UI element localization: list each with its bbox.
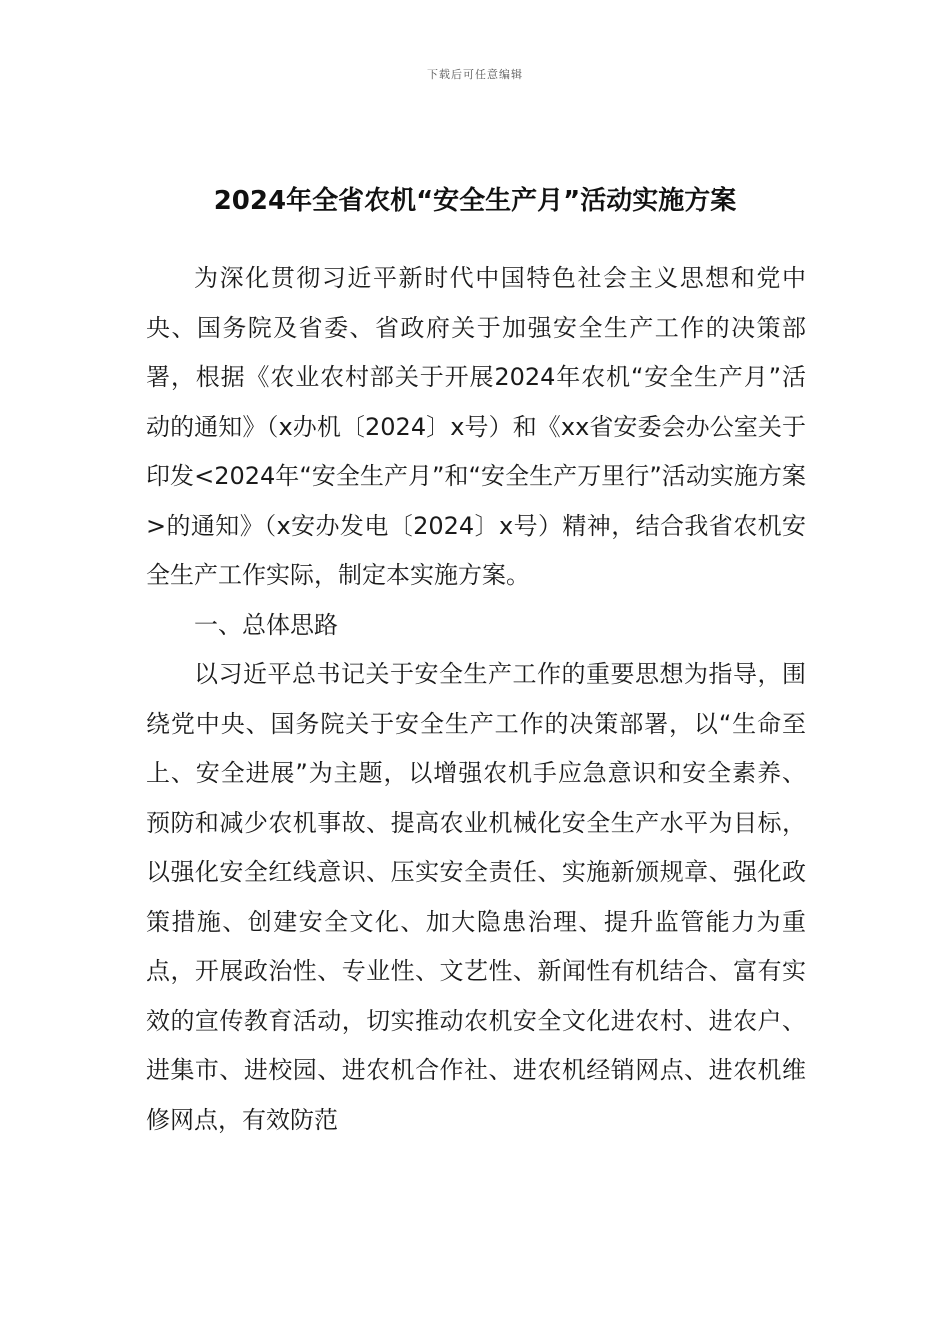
intro-paragraph: 为深化贯彻习近平新时代中国特色社会主义思想和党中央、国务院及省委、省政府关于加强安全生产工作的决策部署，根据《农业农村部关于开展2024年农机“安全生产月”活动的通知》（x办机〔2024〕x号）和《xx省安委会办公室关于印发<2024年“安全生产月”和“安全生产万里行”活动实施方案>的通知》（x安办发电〔2024〕x号）精神，结合我省农机安全生产工作实际，制定本实施方案。 bbox=[146, 264, 806, 589]
header-note: 下载后可任意编辑 bbox=[427, 68, 523, 81]
document-body bbox=[146, 254, 806, 1145]
section-heading-general-approach: 一、总体思路 bbox=[194, 610, 338, 639]
general-approach-paragraph: 以习近平总书记关于安全生产工作的重要思想为指导，围绕党中央、国务院关于安全生产工作的决策部署，以“生命至上、安全进展”为主题，以增强农机手应急意识和安全素养、预防和减少农机事故、提高农业机械化安全生产水平为目标，以强化安全红线意识、压实安全责任、实施新颁规章、强化政策措施、创建安全文化、加大隐患治理、提升监管能力为重点，开展政治性、专业性、文艺性、新闻性有机结合、富有实效的宣传教育活动，切实推动农机安全文化进农村、进农户、进集市、进校园、进农机合作社、进农机经销网点、进农机维修网点，有效防范 bbox=[146, 660, 806, 1134]
document-title: 2024年全省农机“安全生产月”活动实施方案 bbox=[213, 186, 737, 216]
